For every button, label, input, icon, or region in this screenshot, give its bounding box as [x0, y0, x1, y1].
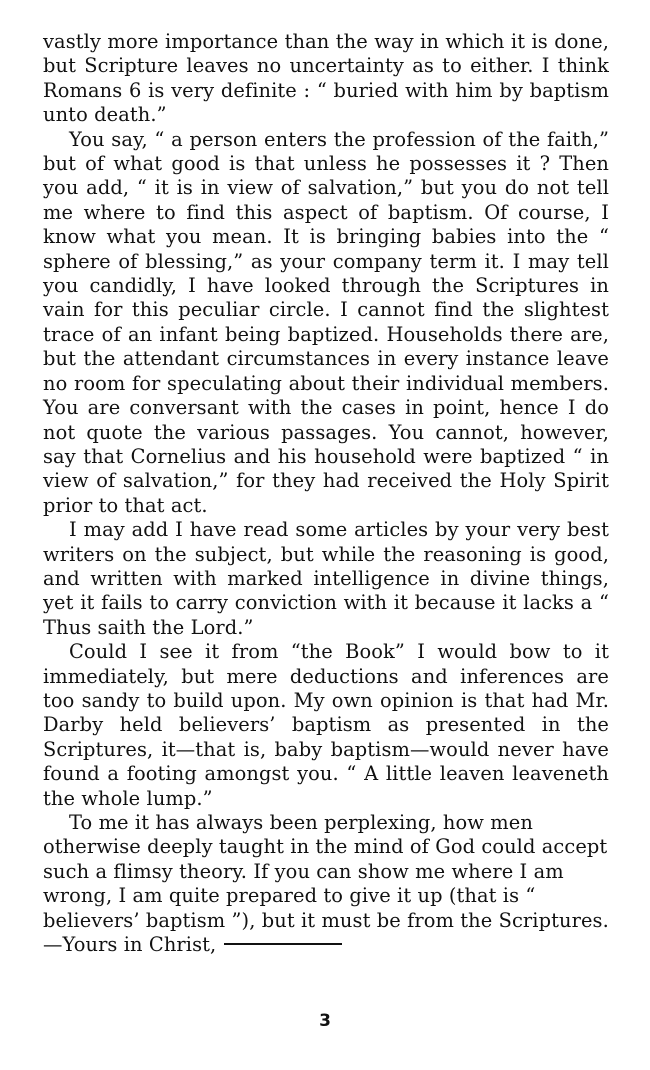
paragraph-2: You say, “ a person enters the profession of the faith,” but of what good is that unless he possesses it ? Then you add, “ it is in view of salvation,” but you do not tell me where to find this aspect of baptism. Of course, I know what you mean. It is bringing babies into the “ sphere of blessing,” as your company term it. I may tell you candidly, I have looked through the Scriptures in vain for this peculiar circle. I cannot find the slightest trace of an infant being baptized. Households there are, but the attendant circumstances in every instance leave no room for speculating about their individual members. You are conversant with the cases in point, hence I do not quote the various passages. You cannot, however, say that Cornelius and his household were baptized “ in view of salvation,” for they had received the Holy Spirit prior to that act.: [43, 127, 609, 517]
paragraph-4: Could I see it from “the Book” I would bow to it immediately, but mere deductions and inferences are too sandy to build upon. My own opinion is that had Mr. Darby held believers’ baptism as presented in the Scriptures, it—that is, baby baptism—would never have found a footing amongst you. “ A little leaven leaveneth the whole lump.”: [43, 640, 609, 810]
paragraph-1: vastly more importance than the way in which it is done, but Scripture leaves no uncertainty as to either. I think Romans 6 is very definite : “ buried with him by baptism unto death.”: [43, 30, 609, 127]
closing-text: To me it has always been perplexing, how men otherwise deeply taught in the mind of God could accept such a flimsy theory. If you can show me where I am wrong, I am quite prepared to give it up (that is “ believers’ baptism ”), but it must be from the Scriptures.—Yours in Christ,: [43, 811, 609, 957]
signature-rule: [224, 943, 342, 945]
paragraph-3: I may add I have read some articles by your very best writers on the subject, but while the reasoning is good, and written with marked intelligence in divine things, yet it fails to carry conviction with it because it lacks a “ Thus saith the Lord.”: [43, 518, 609, 639]
page-number: 3: [319, 1011, 331, 1031]
letter-body: [43, 30, 609, 957]
paragraph-5: [43, 811, 609, 957]
